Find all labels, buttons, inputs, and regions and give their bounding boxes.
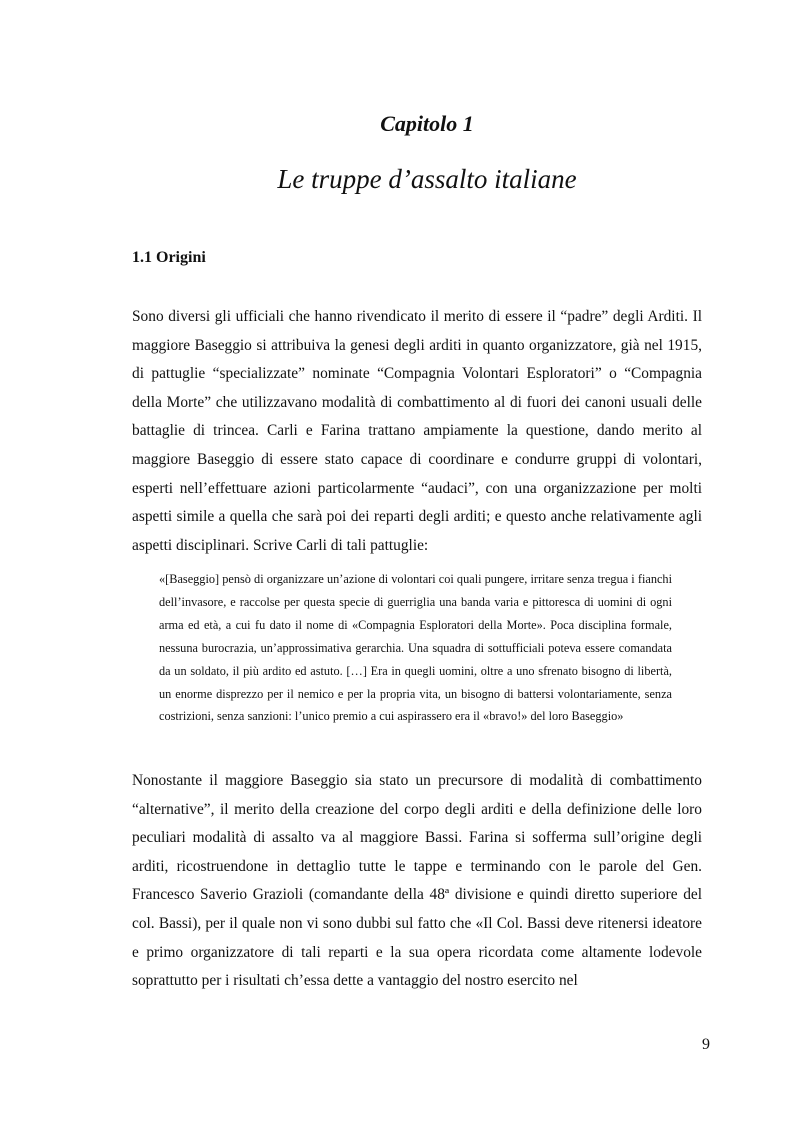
chapter-title: Le truppe d’assalto italiane <box>277 164 577 194</box>
section-heading: 1.1 Origini <box>132 249 206 266</box>
body-paragraph-2: Nonostante il maggiore Baseggio sia stato un precursore di modalità di combattimento “alternative”, il merito della creazione del corpo degli arditi e della definizione delle loro peculiari modalità di assalto va al maggiore Bassi. Farina si sofferma sull’origine degli arditi, ricostruendone in dettaglio tutte le tappe e terminando con le parole del Gen. Francesco Saverio Grazioli (comandante della 48ª divisione e quindi diretto superiore del col. Bassi), per il quale non vi sono dubbi sul fatto che «Il Col. Bassi deve ritenersi ideatore e primo organizzatore di tali reparti e la sua opera ricordata come altamente lodevole soprattutto per i risultati ch’essa dette a vantaggio del nostro esercito nel <box>132 772 702 990</box>
chapter-label: Capitolo 1 <box>380 111 474 136</box>
body-paragraph-1: Sono diversi gli ufficiali che hanno rivendicato il merito di essere il “padre” degli Arditi. Il maggiore Baseggio si attribuiva la genesi degli arditi in quanto organizzatore, già nel 1915, di pattuglie “specializzate” nominate “Compagnia Volontari Esploratori” o “Compagnia della Morte” che utilizzavano modalità di combattimento al di fuori dei canoni usuali delle battaglie di trincea. Carli e Farina trattano ampiamente la questione, dando merito al maggiore Baseggio di essere stato capace di coordinare e condurre gruppi di volontari, esperti nell’effettuare azioni particolarmente “audaci”, con una organizzazione per molti aspetti simile a quella che sarà poi dei reparti degli arditi; e questo anche relativamente agli aspetti disciplinari. Scrive Carli di tali pattuglie: <box>132 308 702 554</box>
page-number: 9 <box>702 1036 710 1053</box>
block-quote: «[Baseggio] pensò di organizzare un’azione di volontari coi quali pungere, irritare senza tregua i fianchi dell’invasore, e raccolse per questa specie di guerriglia una banda varia e pittoresca di uomini di ogni arma ed età, a cui fu dato il nome di «Compagnia Esploratori della Morte». Poca disciplina formale, nessuna burocrazia, un’approssimativa gerarchia. Una squadra di sottufficiali poteva essere comandata da un soldato, il più ardito ed astuto. […] Era in quegli uomini, oltre a uno sfrenato bisogno di libertà, un enorme disprezzo per il nemico e per la propria vita, un bisogno di battersi volontariamente, senza costrizioni, senza sanzioni: l’unico premio a cui aspirassero era il «bravo!» del loro Baseggio» <box>159 572 672 724</box>
